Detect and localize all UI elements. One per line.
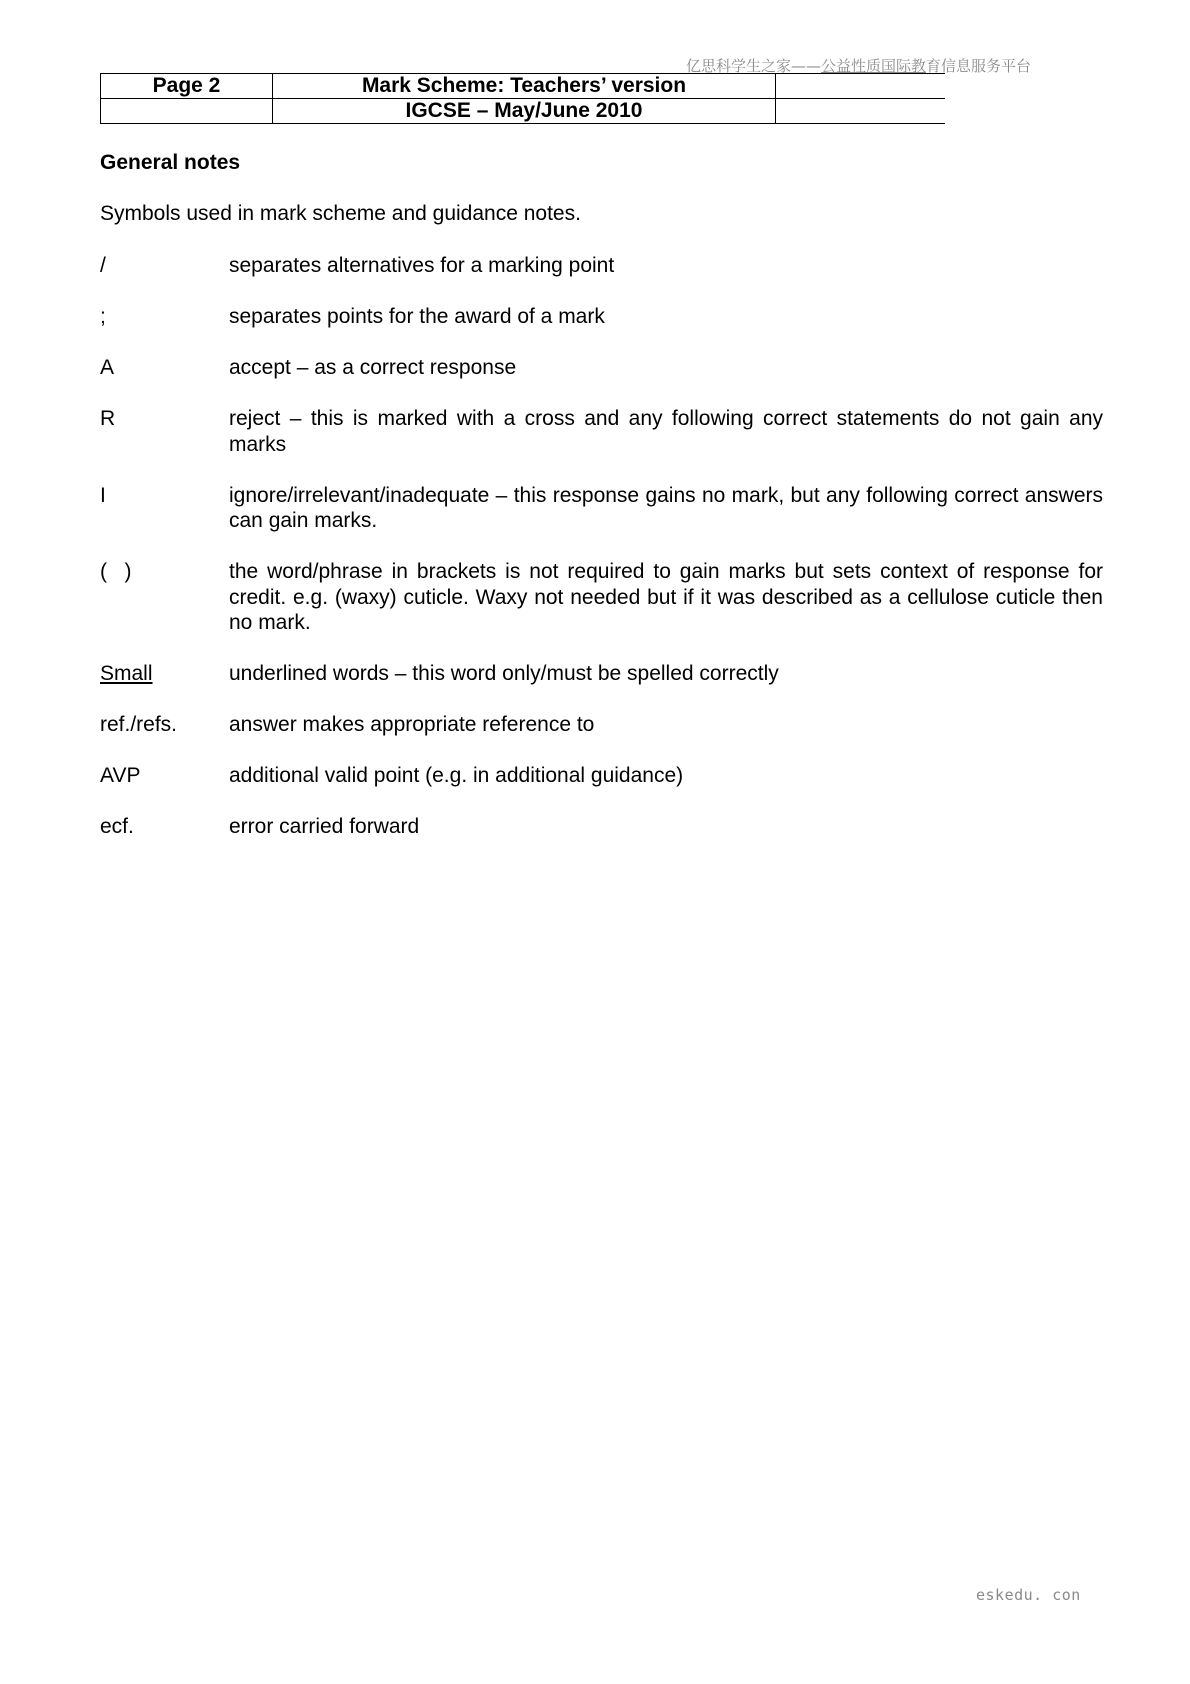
symbol-description: answer makes appropriate reference to xyxy=(229,713,595,736)
symbol-key: Small xyxy=(100,662,153,685)
symbol-key: R xyxy=(100,407,116,430)
symbol-key: AVP xyxy=(100,764,141,787)
symbol-description: separates alternatives for a marking point xyxy=(229,254,615,277)
symbol-row xyxy=(100,763,1103,789)
symbol-description: reject – this is marked with a cross and any following correct statements do not gain any marks xyxy=(229,407,1103,456)
symbol-row xyxy=(100,304,1103,330)
header-empty-cell-top xyxy=(776,74,946,99)
page-header-table xyxy=(100,73,945,124)
symbol-description: accept – as a correct response xyxy=(229,356,517,379)
symbol-key: A xyxy=(100,356,115,379)
symbol-row xyxy=(100,814,1103,840)
symbol-row xyxy=(100,355,1103,381)
symbol-description: ignore/irrelevant/inadequate – this response gains no mark, but any following correct answers can gain marks. xyxy=(229,483,1103,532)
watermark-bottom: eskedu. con xyxy=(976,1586,1081,1604)
symbol-key: ; xyxy=(100,305,106,328)
watermark-top-prefix: 亿思科学生之家—— xyxy=(686,57,822,75)
header-empty-cell-left xyxy=(101,99,273,124)
symbol-key: / xyxy=(100,254,106,277)
document-title: Mark Scheme: Teachers’ version xyxy=(273,74,776,99)
symbol-key: I xyxy=(100,483,106,507)
section-intro: Symbols used in mark scheme and guidance notes. xyxy=(100,202,581,225)
watermark-top-suffix: 育信息服务平台 xyxy=(926,57,1032,75)
symbols-list xyxy=(100,253,1103,865)
section-heading: General notes xyxy=(100,151,241,174)
symbol-description: error carried forward xyxy=(229,815,420,838)
symbol-row xyxy=(100,712,1103,738)
symbol-row xyxy=(100,559,1103,636)
symbol-description: underlined words – this word only/must be spelled correctly xyxy=(229,662,779,685)
symbol-row xyxy=(100,661,1103,687)
symbol-key: ( ) xyxy=(100,560,132,583)
watermark-top-link[interactable]: 公益性质国际教 xyxy=(821,57,927,75)
symbol-description: separates points for the award of a mark xyxy=(229,305,605,328)
symbol-row xyxy=(100,253,1103,279)
symbol-key: ref./refs. xyxy=(100,713,178,736)
document-subtitle: IGCSE – May/June 2010 xyxy=(273,99,776,124)
symbol-row xyxy=(100,483,1103,534)
symbol-key: ecf. xyxy=(100,815,134,838)
symbol-description: the word/phrase in brackets is not required to gain marks but sets context of response for credit. e.g. (waxy) cuticle. Waxy not needed but if it was described as a cellulose cuticle then no mark. xyxy=(229,560,1103,634)
page-number: Page 2 xyxy=(101,74,273,99)
header-empty-cell-bottom xyxy=(776,99,946,124)
symbol-description: additional valid point (e.g. in additional guidance) xyxy=(229,764,684,787)
symbol-row xyxy=(100,406,1103,457)
